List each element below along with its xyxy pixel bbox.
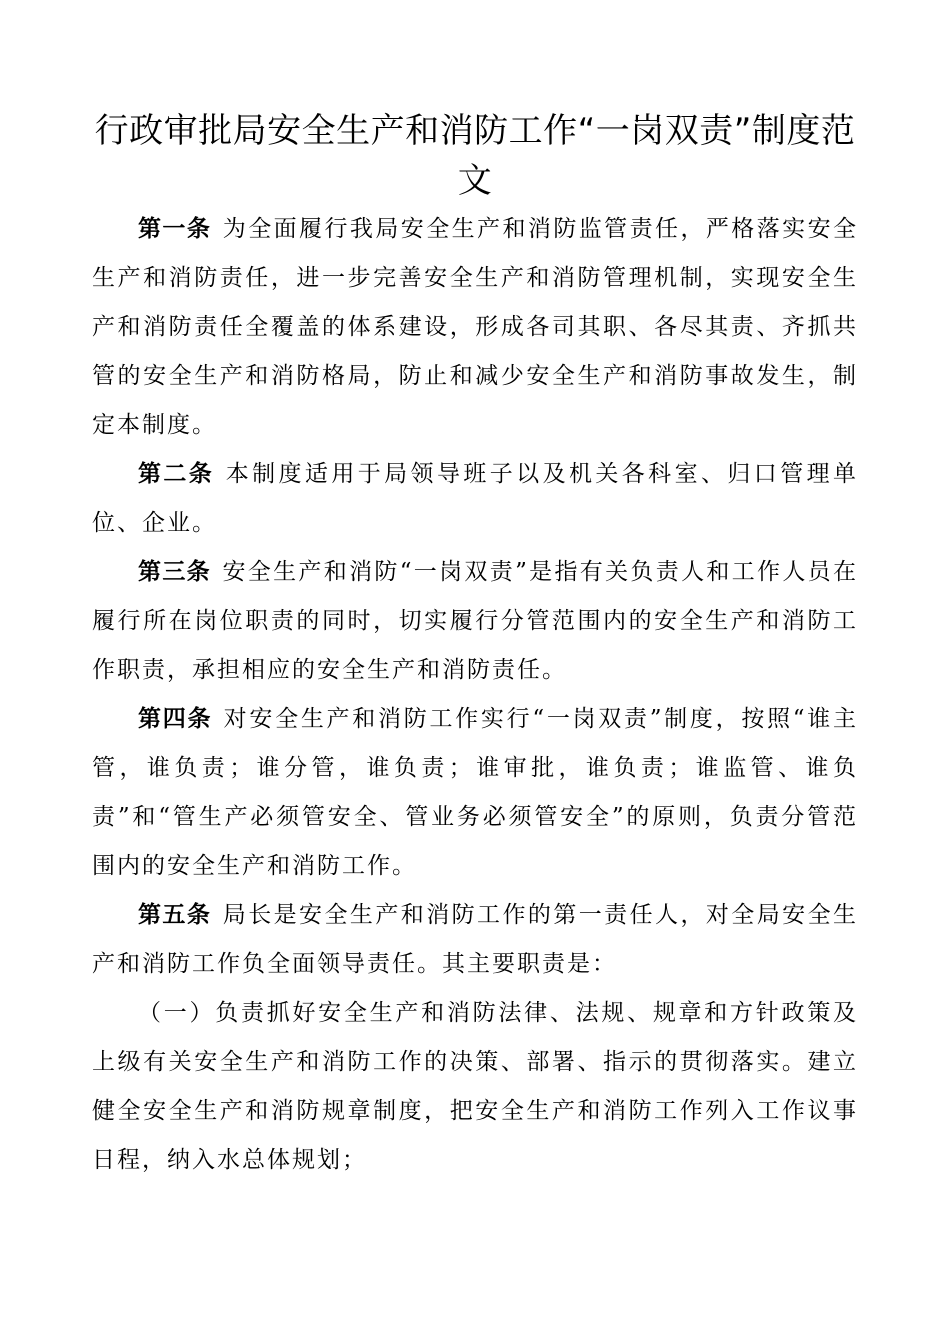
- article-4-text: 对安全生产和消防工作实行“一岗双责”制度，按照“谁主管，谁负责；谁分管，谁负责；谁审批，谁负责；谁监管、谁负责”和“管生产必须管安全、管业务必须管安全”的原则，负责分管范围内的安全生产和消防工作。: [92, 706, 858, 879]
- article-5: [92, 891, 858, 989]
- duty-item-1: （一）负责抓好安全生产和消防法律、法规、规章和方针政策及上级有关安全生产和消防工作的决策、部署、指示的贯彻落实。建立健全安全生产和消防规章制度，把安全生产和消防工作列入工作议事日程，纳入水总体规划；: [92, 1000, 858, 1173]
- article-1-label: 第一条: [138, 216, 212, 242]
- article-2-text: 本制度适用于局领导班子以及机关各科室、归口管理单位、企业。: [92, 461, 859, 536]
- document-title: 行政审批局安全生产和消防工作“一岗双责”制度范文: [94, 111, 856, 201]
- article-1: [92, 205, 858, 450]
- article-5-label: 第五条: [138, 902, 212, 928]
- article-5-text: 局长是安全生产和消防工作的第一责任人，对全局安全生产和消防工作负全面领导责任。其主要职责是：: [92, 902, 859, 977]
- article-1-text: 为全面履行我局安全生产和消防监管责任，严格落实安全生产和消防责任，进一步完善安全生产和消防管理机制，实现安全生产和消防责任全覆盖的体系建设，形成各司其职、各尽其责、齐抓共管的安全生产和消防格局，防止和减少安全生产和消防事故发生，制定本制度。: [92, 216, 859, 438]
- article-4: [92, 695, 858, 891]
- document-body: [92, 205, 858, 1185]
- article-3-label: 第三条: [138, 559, 211, 585]
- article-2-label: 第二条: [138, 461, 215, 487]
- article-3-text: 安全生产和消防“一岗双责”是指有关负责人和工作人员在履行所在岗位职责的同时，切实履行分管范围内的安全生产和消防工作职责，承担相应的安全生产和消防责任。: [92, 559, 858, 683]
- article-4-label: 第四条: [138, 706, 213, 732]
- article-3: [92, 548, 858, 695]
- article-2: [92, 450, 858, 548]
